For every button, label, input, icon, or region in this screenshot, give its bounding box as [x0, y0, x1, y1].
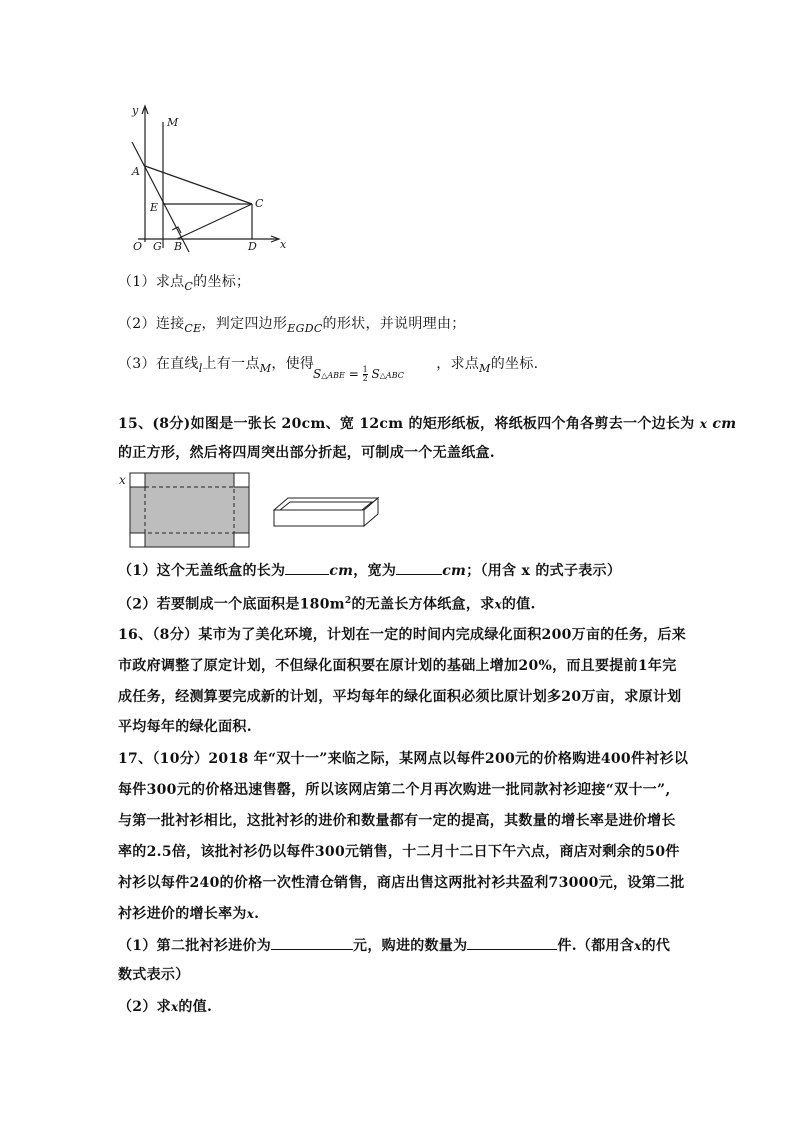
text: 的形状，并说明理由； [322, 316, 466, 332]
text: ，求点 [436, 356, 480, 372]
answer-blank[interactable] [396, 560, 442, 575]
text: ，使得 [271, 356, 315, 372]
exponent: 2 [344, 596, 352, 606]
formula-eq: = [348, 367, 359, 381]
text: 成任务，经测算要完成新的计划，平均每年的绿化面积必须比原计划多20万亩，求原计划 [118, 689, 682, 705]
unit: cm [712, 416, 737, 432]
q15-part1 [118, 560, 621, 581]
text: （1）第二批衬衫进价为 [118, 938, 272, 954]
text: 率的2.5倍，该批衬衫仍以每件300元销售，十二月十二日下午六点，商店对剩余的50件 [118, 844, 680, 860]
area-formula [313, 366, 404, 383]
formula-s: S [371, 367, 380, 381]
var-x: x [246, 907, 255, 921]
q14-part2 [118, 314, 466, 335]
var-c: C [184, 280, 194, 293]
cardboard-sheet [130, 473, 249, 547]
cardboard-figure [118, 470, 398, 552]
q17-part2 [118, 997, 212, 1017]
part-number: （2） [118, 316, 156, 332]
text: 16、（8分）某市为了美化环境，计划在一定的时间内完成绿化面积200万亩的任务，后来 [118, 627, 687, 643]
line-l [132, 142, 189, 252]
corner-square [130, 533, 145, 547]
text: 衬衫以每件240的价格一次性清仓销售，商店出售这两批衬衫共盈利73000元，设第二批 [118, 875, 685, 891]
var-x: x [634, 939, 642, 953]
q17-part1 [118, 935, 670, 956]
q17-line5 [118, 873, 685, 893]
label-c: C [255, 197, 264, 210]
corner-square [234, 533, 249, 547]
q17-line2 [118, 780, 671, 800]
formula-sub: △ABE [321, 371, 345, 380]
q15-line2 [118, 443, 495, 463]
part-number: （1） [118, 274, 156, 290]
q15-part2 [118, 591, 536, 615]
text: 的正方形，然后将四周突出部分折起，可制成一个无盖纸盒. [118, 445, 495, 461]
text: 的值. [501, 596, 536, 613]
text: ；（用含 x 的式子表示） [466, 563, 622, 579]
text: （1）这个无盖纸盒的长为 [118, 563, 286, 579]
area-value: 180m [299, 596, 345, 613]
text: 求点 [155, 274, 185, 290]
label-b: B [174, 240, 183, 253]
text: ，宽为 [353, 563, 397, 579]
formula-sub: △ABC [379, 371, 404, 380]
q16-line4 [118, 717, 252, 737]
text: 17、（10分）2018 年“双十一”来临之际，某网点以每件200元的价格购进400件衬衫以 [118, 751, 689, 767]
text: 连接 [155, 316, 185, 332]
text: 的坐标； [193, 274, 251, 290]
var-egdc: EGDC [287, 322, 323, 335]
label-m: M [167, 116, 179, 129]
label-x: x [119, 473, 126, 487]
label-a: A [132, 165, 140, 178]
text: 市政府调整了原定计划，不但绿化面积要在原计划的基础上增加20%，而且要提前1年完 [118, 658, 677, 674]
text: （2）求 [118, 999, 171, 1015]
text: 的坐标. [490, 356, 539, 372]
text: 15、(8分)如图是一张长 20cm、宽 12cm 的矩形纸板，将纸板四个角各剪去一个边长为 [118, 416, 695, 432]
var-ce: CE [184, 322, 202, 335]
text: （2）若要制成一个底面积是 [118, 596, 300, 613]
text: 元，购进的数量为 [353, 938, 468, 954]
q16-line2 [118, 656, 677, 676]
label-g: G [153, 240, 162, 253]
var-x: x [699, 417, 708, 431]
q17-line3 [118, 811, 676, 831]
var-m: M [259, 362, 272, 375]
text: . [254, 906, 260, 922]
text: 平均每年的绿化面积. [118, 719, 252, 735]
q16-line1 [118, 625, 686, 645]
unit: cm [442, 563, 467, 579]
fraction-numerator: 1 [362, 365, 368, 374]
open-box [274, 498, 378, 526]
answer-blank[interactable] [467, 935, 557, 950]
corner-square [130, 473, 145, 487]
answer-blank[interactable] [285, 560, 329, 575]
formula-s: S [313, 367, 322, 381]
label-d: D [248, 240, 257, 253]
q15-line1 [118, 414, 736, 434]
unit: cm [329, 563, 354, 579]
var-x: x [170, 1000, 179, 1014]
q17-part1-cont [118, 965, 190, 985]
text: 在直线 [155, 356, 199, 372]
text: 每件300元的价格迅速售罄，所以该网店第二个月再次购进一批同款衬衫迎接“双十一”, [118, 782, 671, 798]
q16-line3 [118, 687, 681, 707]
label-y: y [132, 104, 139, 117]
right-angle-mark [172, 227, 181, 233]
text: 的无盖长方体纸盒，求 [351, 596, 495, 613]
coordinate-figure [118, 100, 298, 255]
label-e: E [150, 201, 159, 214]
text: 数式表示） [118, 967, 190, 983]
text: 上有一点 [202, 356, 260, 372]
answer-blank[interactable] [271, 935, 353, 950]
text: 件.（都用含 [557, 938, 635, 954]
var-x: x [494, 597, 502, 612]
q17-line6 [118, 904, 259, 924]
var-m: M [479, 362, 491, 375]
label-x: x [280, 238, 287, 251]
text: 的值. [178, 999, 213, 1015]
text: ，判定四边形 [201, 316, 288, 332]
q17-line1 [118, 749, 688, 769]
fraction-denominator: 2 [362, 374, 368, 383]
label-o: O [133, 240, 143, 253]
text: 与第一批衬衫相比，这批衬衫的进价和数量都有一定的提高，其数量的增长率是进价增长 [118, 813, 676, 829]
q14-part1 [118, 272, 250, 293]
text: 衬衫进价的增长率为 [118, 906, 247, 922]
q17-line4 [118, 842, 680, 862]
segment-bc [177, 204, 252, 239]
corner-square [234, 473, 249, 487]
text: 的代 [641, 938, 671, 954]
var-l: l [198, 362, 203, 375]
part-number: （3） [118, 356, 156, 372]
